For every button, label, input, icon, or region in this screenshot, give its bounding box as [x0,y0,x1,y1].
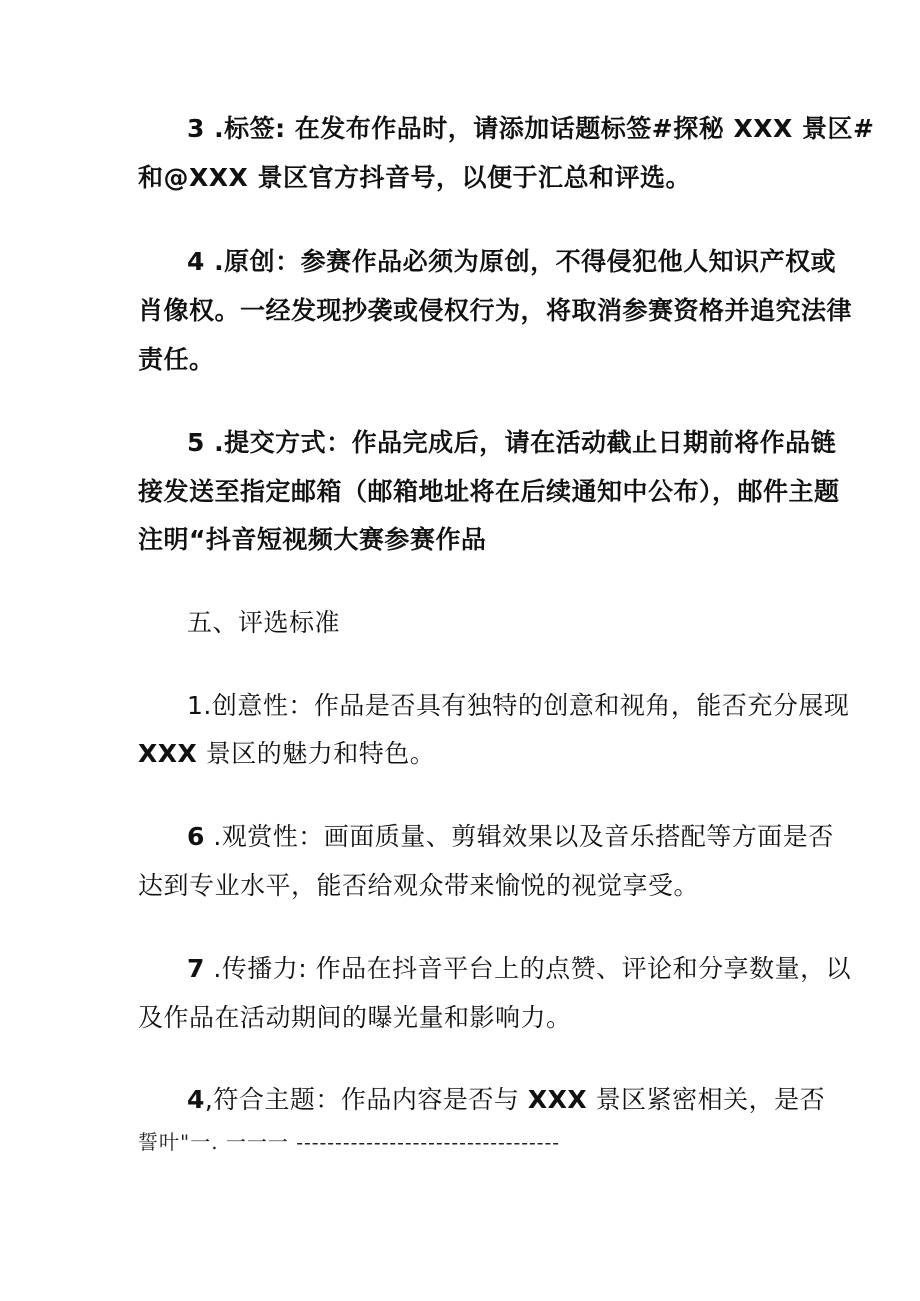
criterion-4-line-1 [187,1083,825,1117]
criterion-1-line-2 [138,737,435,771]
criterion-4-text-b: 景区紧密相关，是否 [587,1085,826,1114]
criterion-6-line-1 [187,820,834,854]
criterion-7-line-1-rest: .传播力: 作品在抖音平台上的点赞、评论和分享数量，以 [204,954,852,983]
criterion-1-line-2-rest: 景区的魅力和特色。 [197,739,436,768]
criterion-7-line-2: 及作品在活动期间的曝光量和影响力。 [138,1003,572,1032]
criterion-6-line-2: 达到专业水平，能否给观众带来愉悦的视觉享受。 [138,871,700,900]
para-5-line-2: 接发送至指定邮箱（邮箱地址将在后续通知中公布），邮件主题 [138,477,840,506]
criterion-7-line-1 [187,952,851,986]
para-5-line-3: 注明“抖音短视频大赛参赛作品 [138,525,487,554]
criterion-1-line-1: 1.创意性：作品是否具有独特的创意和视角，能否充分展现 [187,691,850,720]
garbled-line: 誓叶"一. 一一一 ---------------------------------- [138,1130,561,1154]
para-3-line-1: 3 .标签: 在发布作品时，请添加话题标签#探秘 XXX 景区# [187,114,875,143]
para-5-line-1: 5 .提交方式：作品完成后，请在活动截止日期前将作品链 [187,428,837,457]
criterion-4-text-a: ,符合主题：作品内容是否与 [204,1085,528,1114]
criterion-1-xxx: XXX [138,739,198,768]
para-4-line-3: 责任。 [138,345,215,374]
para-4-line-2: 肖像权。一经发现抄袭或侵权行为，将取消参赛资格并追究法律 [138,296,853,325]
criterion-4-number: 4 [187,1085,205,1114]
criterion-7-number: 7 [187,954,205,983]
criterion-4-xxx: XXX [527,1085,588,1114]
para-4-line-1: 4 .原创：参赛作品必须为原创，不得侵犯他人知识产权或 [187,247,837,276]
criterion-6-number: 6 [187,822,205,851]
criterion-6-line-1-rest: .观赏性：画面质量、剪辑效果以及音乐搭配等方面是否 [204,822,834,851]
para-3-line-2: 和@XXX 景区官方抖音号，以便于汇总和评选。 [138,163,692,192]
section-title: 五、评选标准 [187,608,341,637]
